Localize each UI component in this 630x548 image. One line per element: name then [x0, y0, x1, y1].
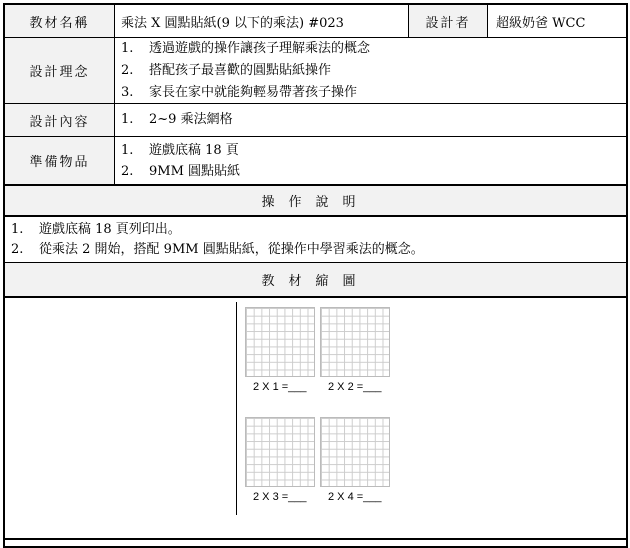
concept-list: [115, 38, 626, 104]
item-text: 透過遊戲的操作讓孩子理解乘法的概念: [149, 40, 371, 56]
item-text: 2~9 乘法網格: [149, 112, 233, 127]
instructions-header: 操作說明: [5, 184, 626, 217]
preview-header: 教材縮圖: [5, 263, 626, 298]
item-number: 2.: [121, 163, 134, 179]
item-number: 1.: [121, 40, 134, 56]
item-number: 2.: [121, 62, 134, 78]
materials-label: 準備物品: [5, 137, 115, 184]
instructions-list: [5, 217, 626, 263]
list-item: [11, 240, 424, 260]
list-item: [121, 161, 240, 182]
equation-label: 2 X 3 =___: [253, 491, 307, 503]
item-text: 從乘法 2 開始，搭配 9MM 圓點貼紙，從操作中學習乘法的概念。: [39, 241, 424, 257]
list-item: [121, 109, 233, 131]
item-text: 遊戲底稿 18 頁: [149, 142, 239, 158]
item-number: 2.: [11, 241, 24, 257]
list-item: [121, 140, 239, 161]
dot-grid: [245, 417, 315, 487]
dot-grid: [320, 307, 390, 377]
item-text: 搭配孩子最喜歡的圓點貼紙操作: [149, 62, 332, 78]
page-edge-divider: [236, 302, 237, 515]
item-text: 9MM 圓點貼紙: [149, 163, 241, 179]
list-item: [11, 220, 181, 240]
item-number: 1.: [121, 142, 134, 158]
designer-label: 設計者: [409, 5, 488, 38]
name-value: 乘法 X 圓點貼紙(9 以下的乘法) #023: [115, 5, 409, 38]
item-text: 家長在家中就能夠輕易帶著孩子操作: [149, 84, 358, 100]
equation-label: 2 X 2 =___: [328, 381, 382, 393]
dot-grid: [245, 307, 315, 377]
materials-list: [115, 137, 626, 184]
list-item: [121, 38, 370, 60]
content-label: 設計內容: [5, 104, 115, 137]
list-item: [121, 60, 331, 82]
dot-grid: [320, 417, 390, 487]
table-bottom-border: [5, 538, 626, 540]
item-text: 遊戲底稿 18 頁列印出。: [39, 221, 181, 237]
concept-label: 設計理念: [5, 38, 115, 104]
list-item: [121, 82, 357, 104]
name-label: 教材名稱: [5, 5, 115, 38]
item-number: 1.: [11, 221, 24, 237]
equation-label: 2 X 1 =___: [253, 381, 307, 393]
designer-value: 超級奶爸 WCC: [488, 5, 626, 38]
content-list: [115, 104, 626, 137]
item-number: 1.: [121, 112, 134, 127]
equation-label: 2 X 4 =___: [328, 491, 382, 503]
item-number: 3.: [121, 84, 134, 100]
